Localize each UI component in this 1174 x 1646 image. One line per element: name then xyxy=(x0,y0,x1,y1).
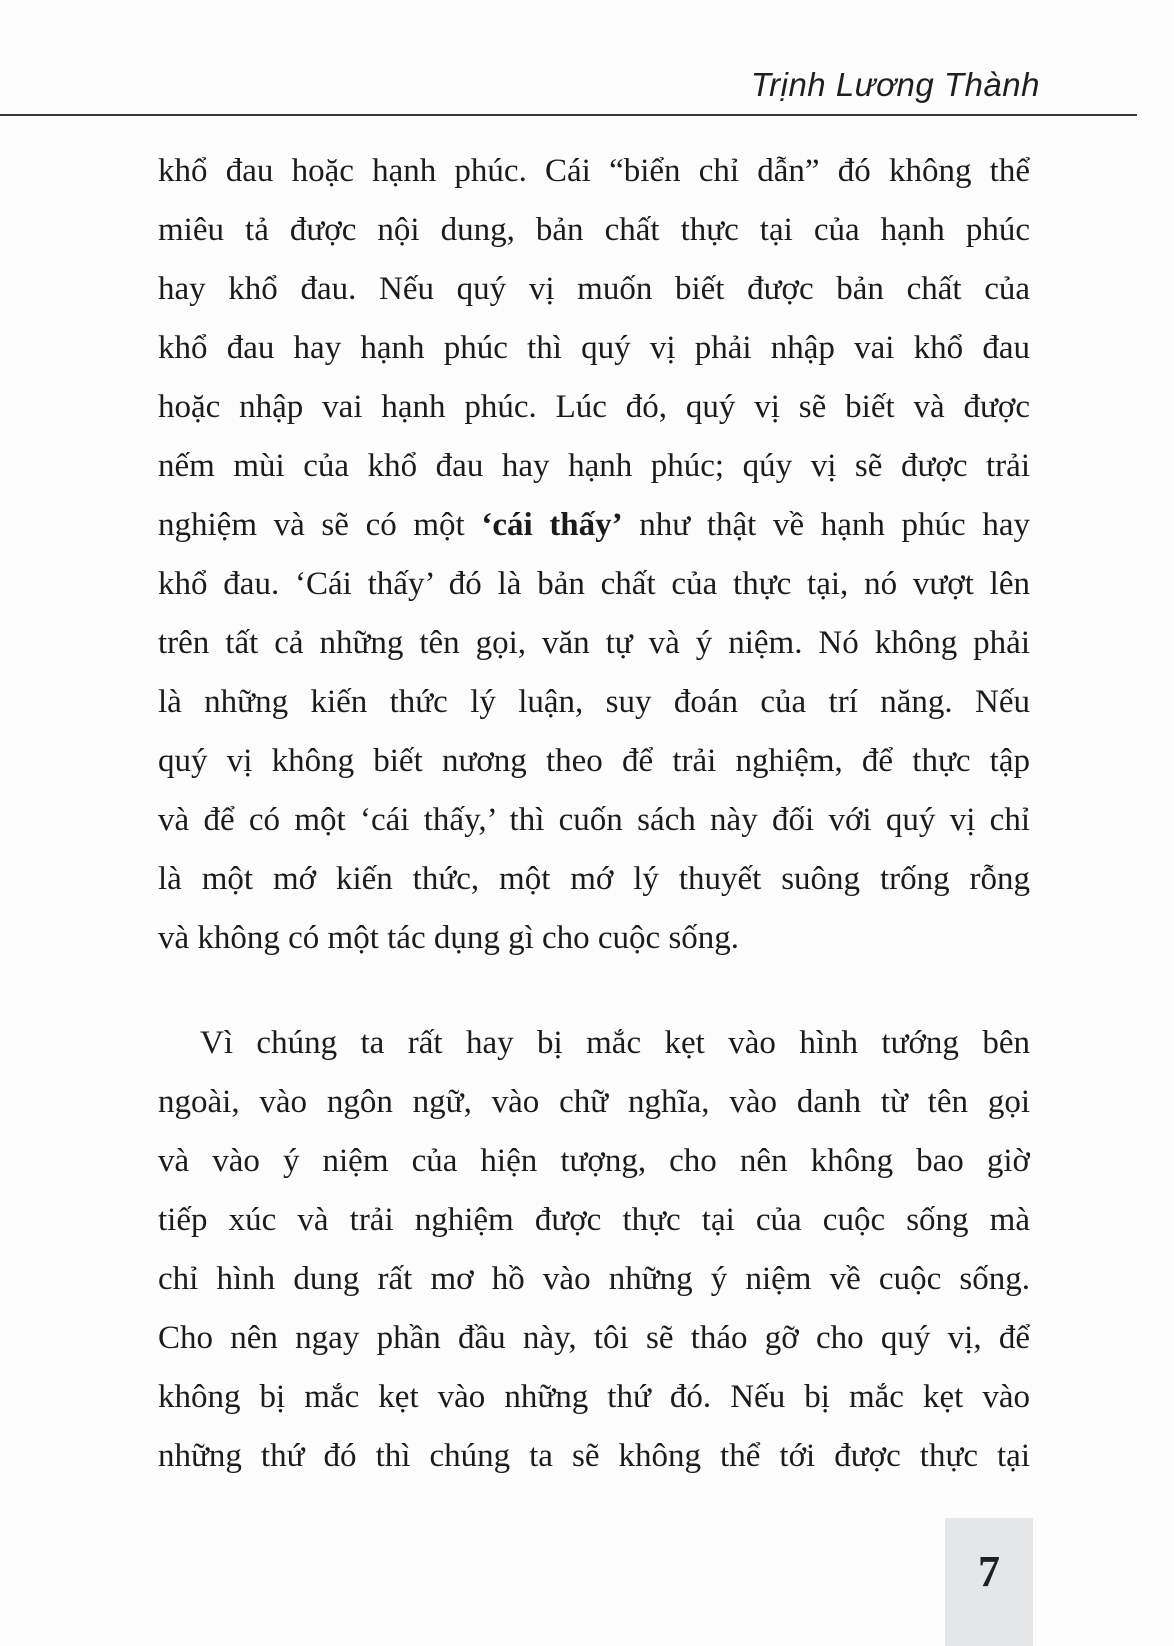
text-line: không bị mắc kẹt vào những thứ đó. Nếu bị mắc kẹt vào xyxy=(158,1379,1030,1415)
bold-phrase: ‘cái thấy’ xyxy=(481,507,623,543)
page-number-box xyxy=(945,1518,1033,1646)
text-line: khổ đau hoặc hạnh phúc. Cái “biển chỉ dẫn” đó không thể xyxy=(158,153,1030,189)
text-line: Cho nên ngay phần đầu này, tôi sẽ tháo gỡ cho quý vị, để xyxy=(158,1320,1030,1356)
text-line: nếm mùi của khổ đau hay hạnh phúc; qúy vị sẽ được trải xyxy=(158,448,1030,484)
text-line: những thứ đó thì chúng ta sẽ không thể tới được thực tại xyxy=(158,1438,1030,1474)
text-line: và không có một tác dụng gì cho cuộc sống. xyxy=(158,920,740,956)
text-line: miêu tả được nội dung, bản chất thực tại của hạnh phúc xyxy=(158,212,1030,248)
header-rule xyxy=(0,114,1137,116)
text-line: tiếp xúc và trải nghiệm được thực tại của cuộc sống mà xyxy=(158,1202,1030,1238)
text-line: chỉ hình dung rất mơ hồ vào những ý niệm về cuộc sống. xyxy=(158,1261,1030,1297)
text-line: ngoài, vào ngôn ngữ, vào chữ nghĩa, vào danh từ tên gọi xyxy=(158,1084,1030,1120)
text-line: Vì chúng ta rất hay bị mắc kẹt vào hình tướng bên xyxy=(200,1025,1030,1061)
text-line-with-bold xyxy=(158,496,1030,555)
page-number: 7 xyxy=(978,1547,1000,1596)
text-line: và để có một ‘cái thấy,’ thì cuốn sách này đối với quý vị chỉ xyxy=(158,802,1030,838)
text-line: khổ đau. ‘Cái thấy’ đó là bản chất của thực tại, nó vượt lên xyxy=(158,566,1030,602)
text-line: trên tất cả những tên gọi, văn tự và ý niệm. Nó không phải xyxy=(158,625,1030,661)
text-line: khổ đau hay hạnh phúc thì quý vị phải nhập vai khổ đau xyxy=(158,330,1030,366)
text-line: hoặc nhập vai hạnh phúc. Lúc đó, quý vị sẽ biết và được xyxy=(158,389,1030,425)
text-segment: nghiệm và sẽ có một xyxy=(158,507,482,543)
body-text xyxy=(158,142,1030,1486)
text-line: là những kiến thức lý luận, suy đoán của trí năng. Nếu xyxy=(158,684,1030,720)
paragraph-1 xyxy=(158,142,1030,968)
text-segment: như thật về hạnh phúc hay xyxy=(622,507,1030,543)
text-line: là một mớ kiến thức, một mớ lý thuyết suông trống rỗng xyxy=(158,861,1030,897)
paragraph-2 xyxy=(158,1014,1030,1486)
text-line: hay khổ đau. Nếu quý vị muốn biết được bản chất của xyxy=(158,271,1030,307)
running-header-title: Trịnh Lương Thành xyxy=(750,66,1040,103)
text-line: quý vị không biết nương theo để trải nghiệm, để thực tập xyxy=(158,743,1030,779)
text-line: và vào ý niệm của hiện tượng, cho nên không bao giờ xyxy=(158,1143,1030,1179)
